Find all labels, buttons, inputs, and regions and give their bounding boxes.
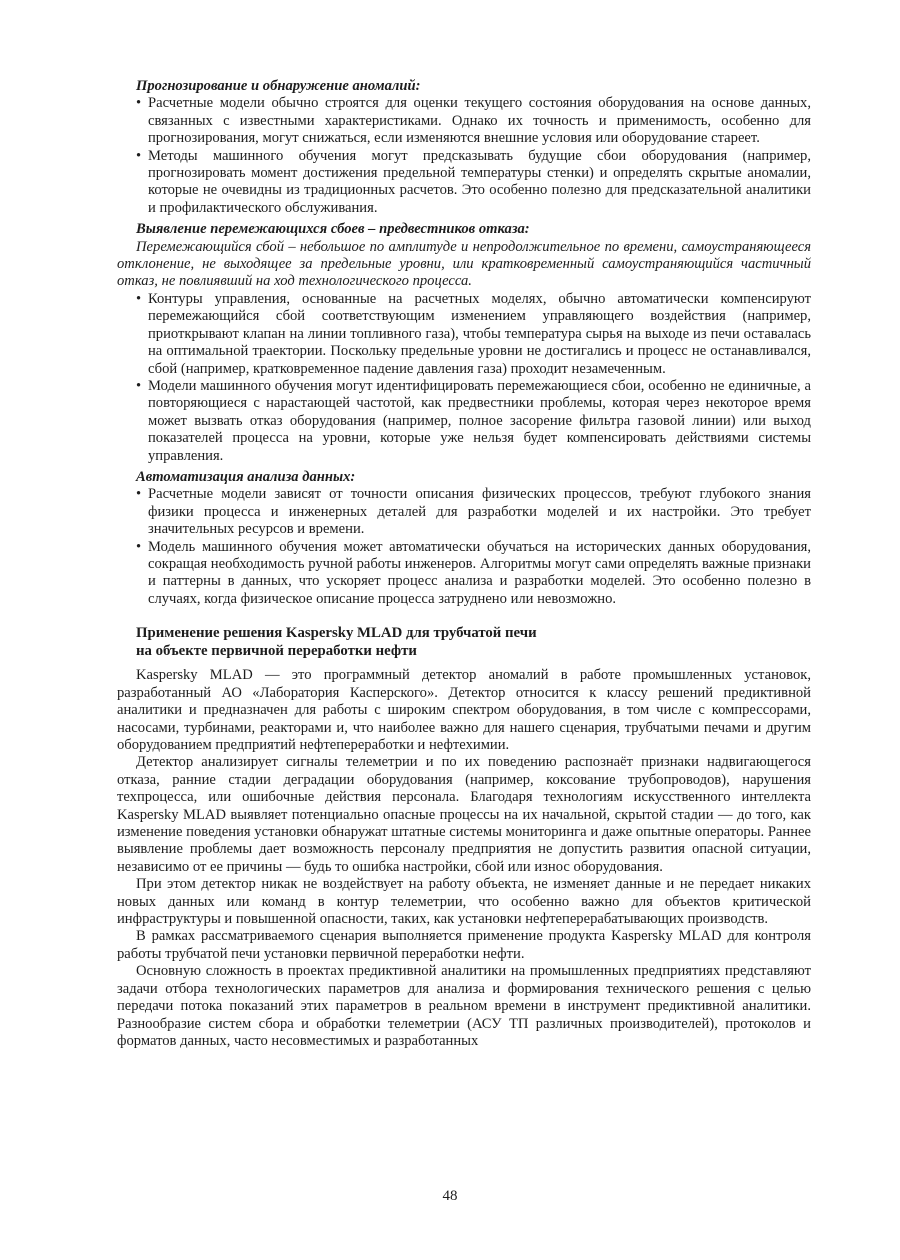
list-item: • Модель машинного обучения может автоматически обучаться на исторических данных оборудования, сокращая необходимость ручной работы инженеров. Алгоритмы могут сами определять важные признаки и паттерны в данных, что ускоряет процесс анализа и разработки моделей. Это особенно полезно в случаях, когда физическое описание процесса затруднено или невозможно. bbox=[136, 538, 811, 607]
definition-paragraph: Перемежающийся сбой – небольшое по амплитуде и непродолжительное по времени, самоустраняющееся отклонение, не выходящее за предельные уровни, или кратковременный самоустраняющийся частичный отказ, не повлиявший на ход технологического процесса. bbox=[117, 238, 811, 290]
bullet-list-forecasting bbox=[117, 95, 811, 217]
bullet-list-intermittent bbox=[117, 291, 811, 465]
paragraph: Детектор анализирует сигналы телеметрии и по их поведению распознаёт признаки надвигающегося отказа, ранние стадии деградации оборудования (например, коксование трубопроводов), нарушения техпроцесса, или ошибочные действия персонала. Благодаря технологиям искусственного интеллекта Kaspersky MLAD выявляет потенциально опасные процессы на их начальной, скрытой стадии — до того, как изменение поведения установки обнаружат штатные системы мониторинга и даже опытные операторы. Раннее выявление проблемы дает возможность персоналу предприятия не допустить развития опасной ситуации, независимо от ее причины — будь то ошибка настройки, сбой или износ оборудования. bbox=[117, 754, 811, 875]
bullet-icon: • bbox=[136, 290, 142, 307]
paragraph: При этом детектор никак не воздействует на работу объекта, не изменяет данные и не передает никаких новых данных или команд в контур телеметрии, что особенно важно для объектов критической инфраструктуры и повышенной опасности, таких, как установки нефтеперерабатывающих производств. bbox=[117, 876, 811, 928]
bullet-list-automation bbox=[117, 486, 811, 608]
paragraph: В рамках рассматриваемого сценария выполняется применение продукта Kaspersky MLAD для контроля работы трубчатой печи установки первичной переработки нефти. bbox=[117, 928, 811, 962]
list-item: • Расчетные модели зависят от точности описания физических процессов, требуют глубокого знания физики процесса и инженерных деталей для разработки моделей и их настройки. Это требует значительных ресурсов и времени. bbox=[136, 486, 811, 538]
subsection-heading-intermittent: Выявление перемежающихся сбоев – предвестников отказа: bbox=[136, 221, 530, 238]
list-item: • Методы машинного обучения могут предсказывать будущие сбои оборудования (например, прогнозировать момент достижения предельной температуры стенки) и определять скрытые аномалии, которые не очевидны из традиционных расчетов. Это особенно полезно для предсказательной аналитики и профилактического обслуживания. bbox=[136, 147, 811, 216]
subsection-heading-automation: Автоматизация анализа данных: bbox=[136, 468, 356, 485]
list-item: • Контуры управления, основанные на расчетных моделях, обычно автоматически компенсируют перемежающийся сбой соответствующим изменением управляющего воздействия (например, приоткрывают клапан на линии топливного газа), чтобы температура сырья на выходе из печи оставалась на оптимальной траектории. Поскольку предельные уровни не достигались и процесс не останавливался, сбой (например, кратковременное падение давления газа) проходит незамеченным. bbox=[136, 290, 811, 377]
bullet-icon: • bbox=[136, 147, 142, 164]
bullet-icon: • bbox=[136, 486, 142, 503]
page-number: 48 bbox=[442, 1188, 458, 1204]
bullet-icon: • bbox=[136, 538, 142, 555]
document-page bbox=[117, 78, 811, 1050]
list-item: • Расчетные модели обычно строятся для оценки текущего состояния оборудования на основе данных, связанных с известными характеристиками. Однако их точность и применимость, особенно для прогнозирования, могут снижаться, если изменяются внешние условия или оборудование стареет. bbox=[136, 95, 811, 147]
bullet-icon: • bbox=[136, 95, 142, 112]
paragraph: Kaspersky MLAD — это программный детектор аномалий в работе промышленных установок, разработанный АО «Лаборатория Касперского». Детектор относится к классу решений предиктивной аналитики и предназначен для работы с широким спектром оборудования, в том числе с компрессорами, насосами, турбинами, реакторами и, что наиболее важно для нашего сценария, трубчатыми печами и другим оборудованием предприятий нефтепереработки и нефтехимии. bbox=[117, 667, 811, 753]
paragraph: Основную сложность в проектах предиктивной аналитики на промышленных предприятиях представляют задачи отбора технологических параметров для анализа и формирования технического решения с целью передачи потока показаний этих параметров в реальном времени в инструмент предиктивной аналитики. Разнообразие систем сбора и обработки телеметрии (АСУ ТП различных производителей), протоколов и форматов данных, часто несовместимых и разработанных bbox=[117, 963, 811, 1049]
list-item: • Модели машинного обучения могут идентифицировать перемежающиеся сбои, особенно не единичные, а повторяющиеся с нарастающей частотой, как предвестники проблемы, которая через некоторое время может вызвать отказ оборудования (например, полное засорение фильтра газовой линии) или выход показателей процесса на уровни, которые уже нельзя будет компенсировать действиями системы управления. bbox=[136, 377, 811, 464]
section-title-line-1: Применение решения Kaspersky MLAD для трубчатой печи bbox=[136, 625, 537, 642]
subsection-heading-forecasting: Прогнозирование и обнаружение аномалий: bbox=[136, 78, 421, 94]
section-title-line-2: на объекте первичной переработки нефти bbox=[136, 642, 417, 659]
section-title bbox=[136, 625, 811, 660]
bullet-icon: • bbox=[136, 377, 142, 394]
